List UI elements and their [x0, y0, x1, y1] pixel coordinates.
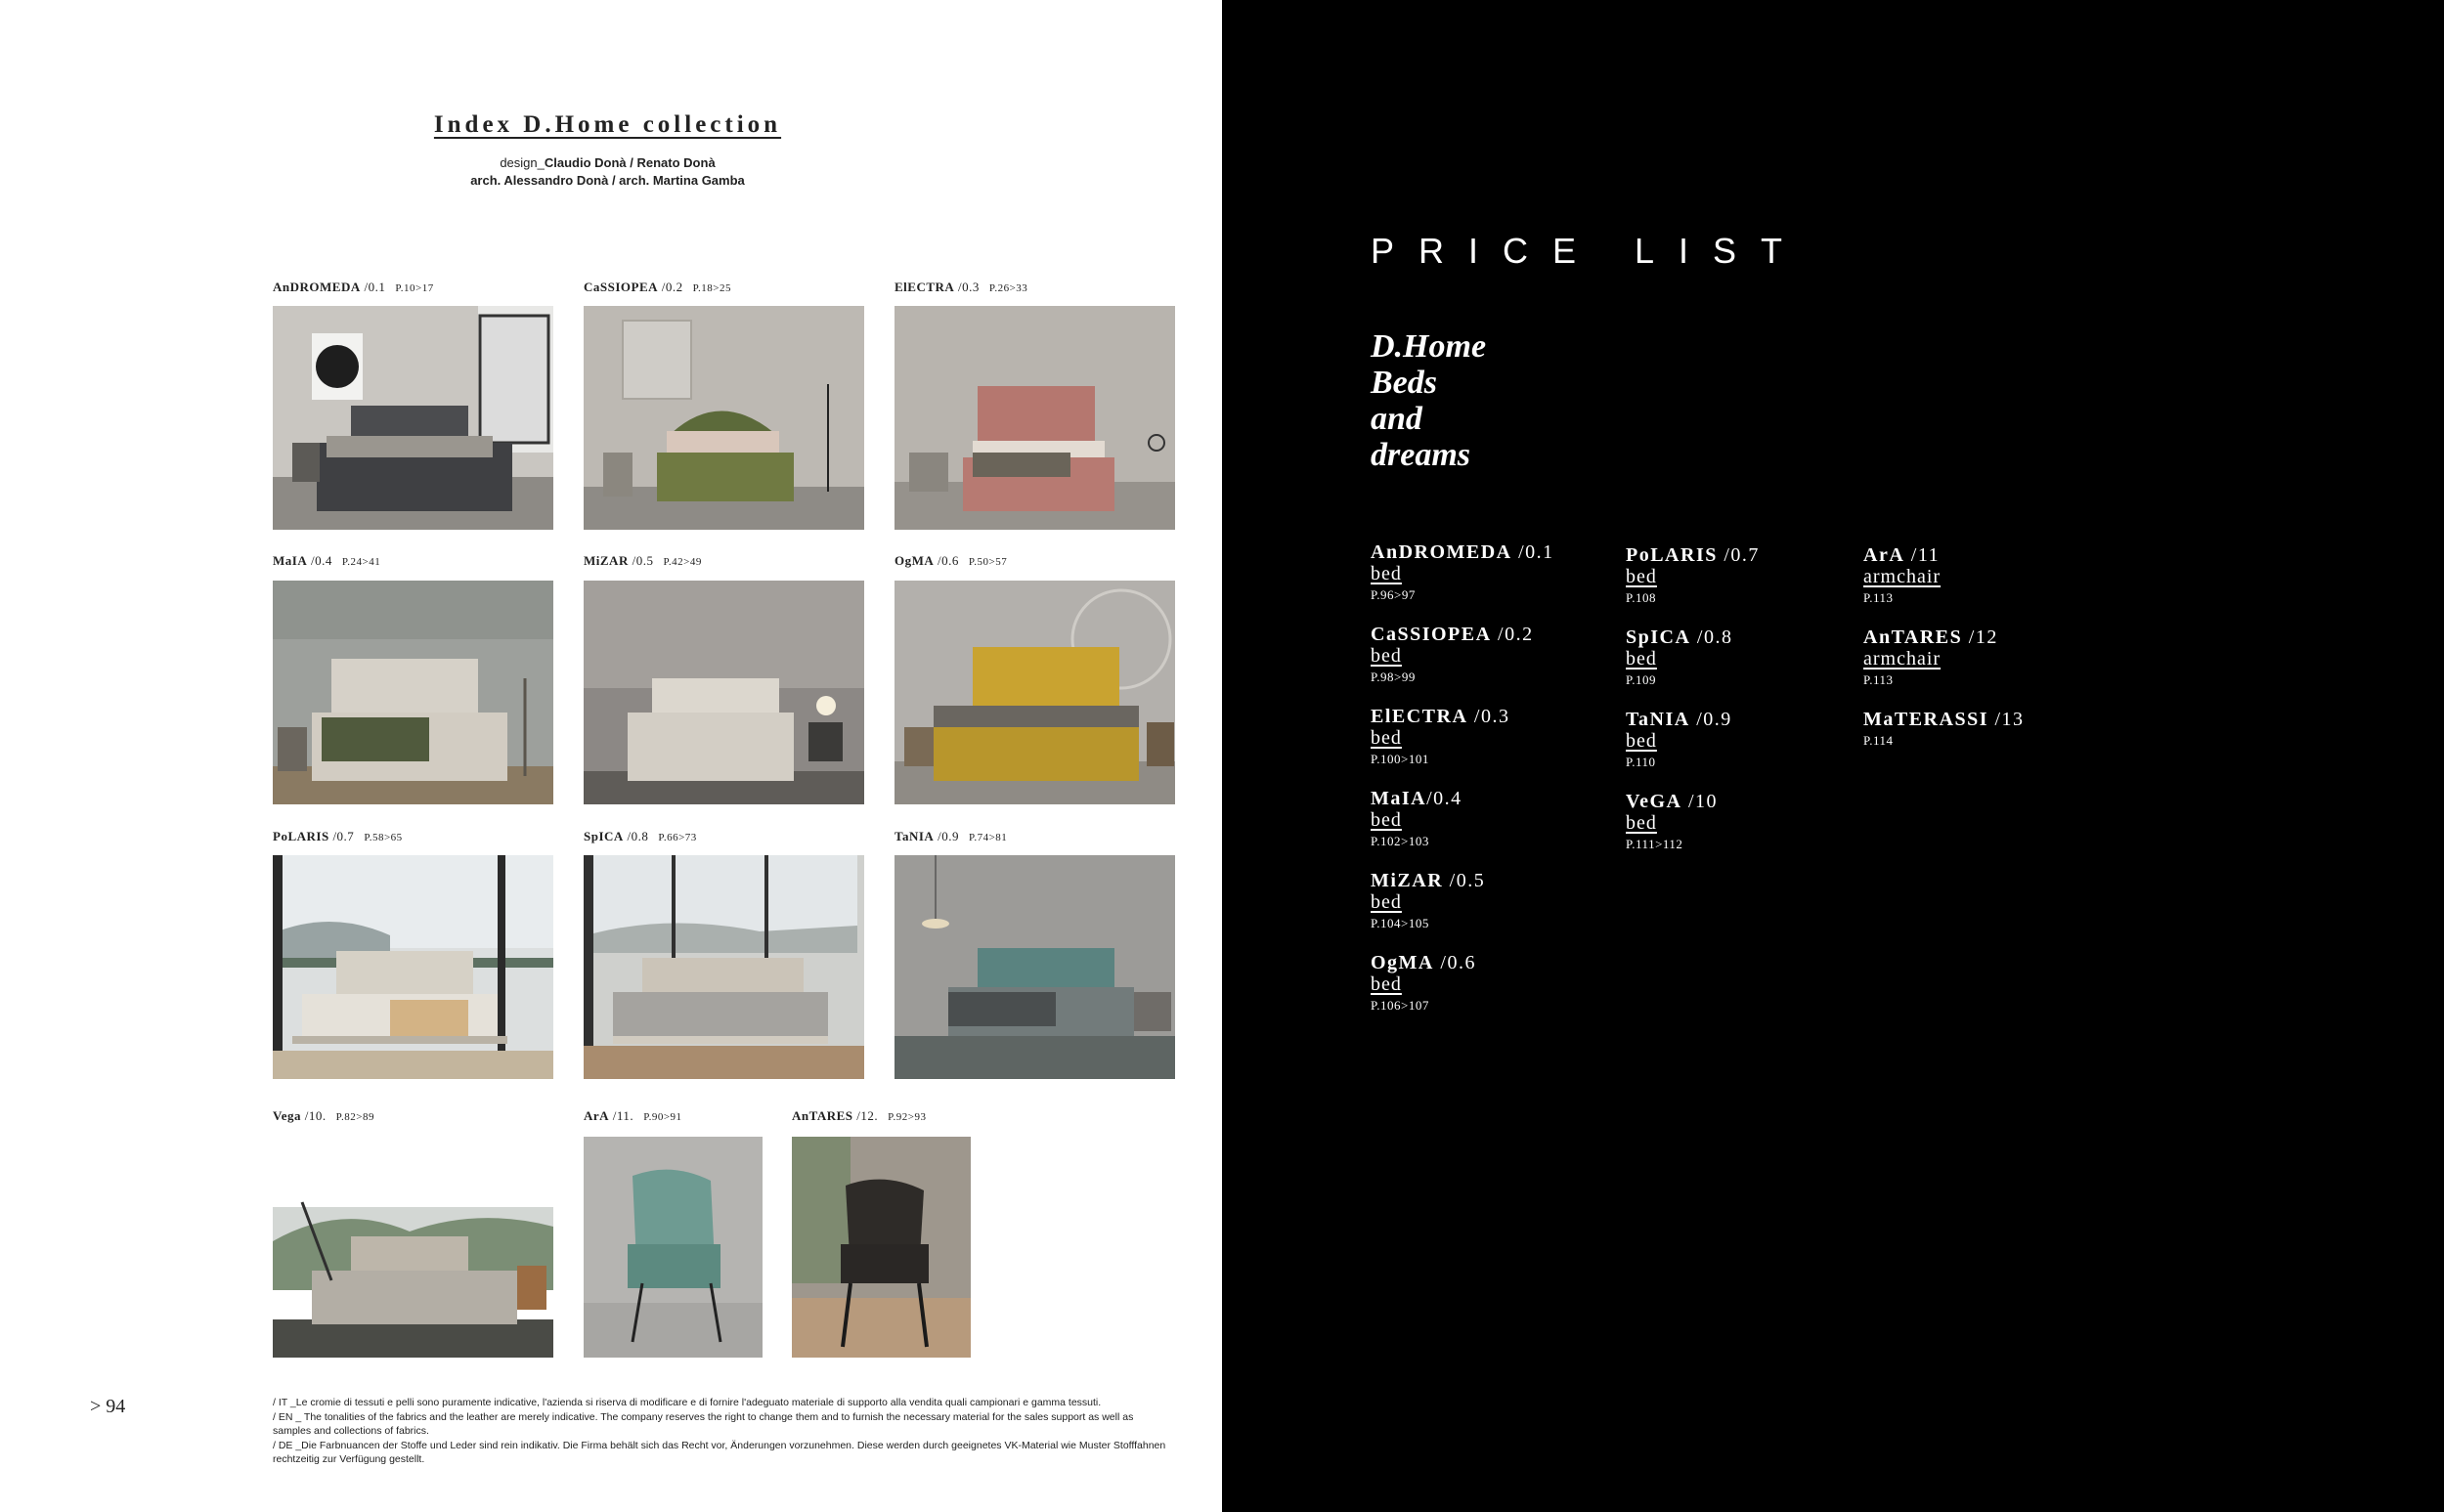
designers-credit: design_Claudio Donà / Renato Donà arch. Alessandro Donà / arch. Martina Gamba: [470, 155, 745, 188]
price-entry[interactable]: SpICA /0.8 bed P.109: [1626, 626, 1733, 687]
price-entry[interactable]: MaIA/0.4 bed P.102>103: [1371, 788, 1462, 848]
product-photo-polaris[interactable]: [273, 855, 553, 1079]
product-photo-cassiopea[interactable]: [584, 306, 864, 530]
disclaimer-it: / IT _Le cromie di tessuti e pelli sono puramente indicative, l'azienda si riserva di modificare e di fornire l'adeguato materiale di supporto alla vendita quali campionari e gamma tessuti.: [273, 1397, 1102, 1408]
product-caption: ArA /11. P.90>91: [584, 1108, 682, 1123]
product-photo-electra[interactable]: [895, 306, 1175, 530]
price-entry[interactable]: ElECTRA /0.3 bed P.100>101: [1371, 706, 1510, 766]
product-photo-mizar[interactable]: [584, 581, 864, 804]
product-caption: PoLARIS /0.7 P.58>65: [273, 829, 403, 843]
price-list-subtitle: D.Home Beds and dreams: [1371, 328, 1487, 473]
price-entry[interactable]: OgMA /0.6 bed P.106>107: [1371, 952, 1476, 1013]
price-column-1: [1371, 541, 1554, 1034]
price-entry[interactable]: AnDROMEDA /0.1 bed P.96>97: [1371, 541, 1554, 602]
price-list-page: [1222, 0, 2444, 1512]
product-photo-spica[interactable]: [584, 855, 864, 1079]
disclaimer-de: / DE _Die Farbnuancen der Stoffe und Leder sind rein indikativ. Die Firma behält sich das Recht vor, Änderungen vorzunehmen. Diese werden durch geeignetes VK-Material wie Muster Stofffahnen rechtzeitig zur Verfügung gestellt.: [273, 1439, 1166, 1465]
product-photo-tania[interactable]: [895, 855, 1175, 1079]
product-photo-antares[interactable]: [792, 1137, 971, 1358]
price-entry[interactable]: CaSSIOPEA /0.2 bed P.98>99: [1371, 624, 1534, 684]
product-caption: MaIA /0.4 P.24>41: [273, 553, 381, 568]
product-caption: ElECTRA /0.3 P.26>33: [895, 280, 1028, 294]
price-entry[interactable]: MiZAR /0.5 bed P.104>105: [1371, 870, 1486, 930]
disclaimer-en: / EN _ The tonalities of the fabrics and the leather are merely indicative. The company reserves the right to change them and to furnish the necessary material for the sales support as well as samples and collections of fabrics.: [273, 1410, 1134, 1437]
price-column-3: [1863, 544, 2025, 769]
product-caption: SpICA /0.8 P.66>73: [584, 829, 697, 843]
price-entry[interactable]: TaNIA /0.9 bed P.110: [1626, 709, 1732, 769]
price-list-title: PRICE LIST: [1371, 231, 1808, 271]
product-caption: TaNIA /0.9 P.74>81: [895, 829, 1008, 843]
price-entry[interactable]: PoLARIS /0.7 bed P.108: [1626, 544, 1760, 605]
product-photo-vega[interactable]: [273, 1134, 553, 1358]
price-entry[interactable]: MaTERASSI /13 P.114: [1863, 709, 2025, 748]
price-entry[interactable]: ArA /11 armchair P.113: [1863, 544, 1942, 605]
disclaimer: [273, 1396, 1172, 1467]
product-photo-maia[interactable]: [273, 581, 553, 804]
price-entry[interactable]: VeGA /10 bed P.111>112: [1626, 791, 1719, 851]
product-caption: MiZAR /0.5 P.42>49: [584, 553, 702, 568]
price-column-2: [1626, 544, 1760, 873]
product-caption: AnTARES /12. P.92>93: [792, 1108, 927, 1123]
product-photo-ara[interactable]: [584, 1137, 763, 1358]
page-number: > 94: [90, 1396, 126, 1417]
price-entry[interactable]: AnTARES /12 armchair P.113: [1863, 626, 1998, 687]
product-caption: CaSSIOPEA /0.2 P.18>25: [584, 280, 732, 294]
product-caption: OgMA /0.6 P.50>57: [895, 553, 1008, 568]
product-photo-andromeda[interactable]: [273, 306, 553, 530]
index-title: Index D.Home collection: [433, 111, 782, 138]
product-photo-ogma[interactable]: [895, 581, 1175, 804]
product-caption: AnDROMEDA /0.1 P.10>17: [273, 280, 434, 294]
product-caption: Vega /10. P.82>89: [273, 1108, 374, 1123]
